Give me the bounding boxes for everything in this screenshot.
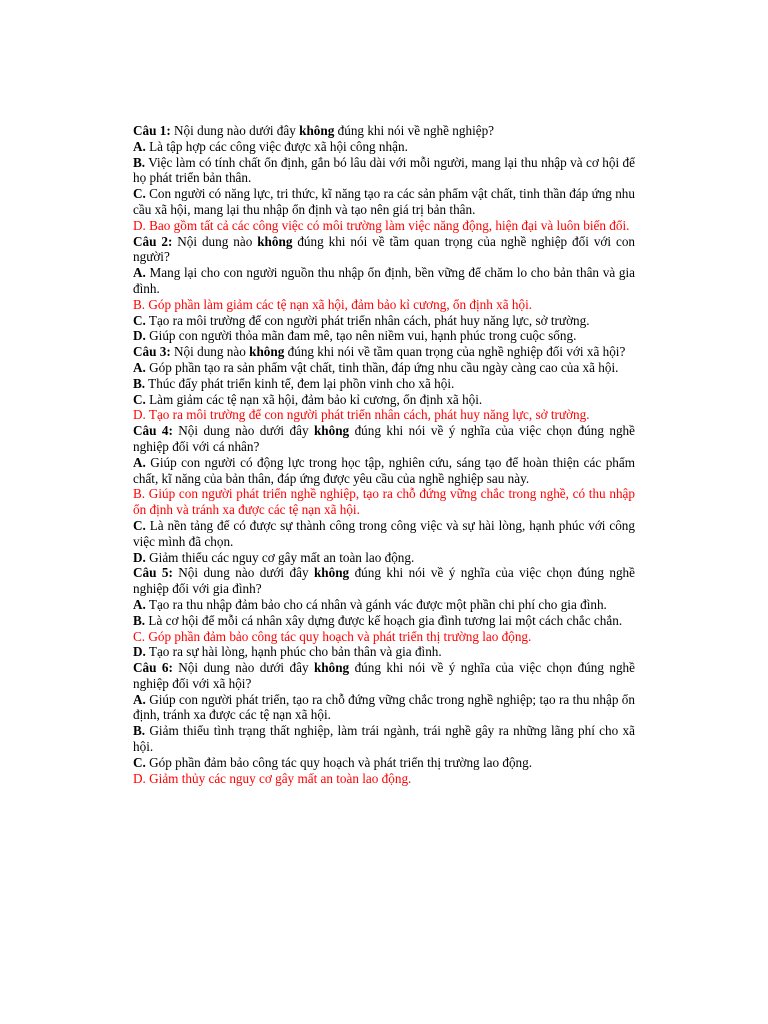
option-text: Mang lại cho con người nguồn thu nhập ổn định, bền vững để chăm lo cho bản thân và gia đình. — [133, 265, 635, 296]
question-stem — [133, 423, 635, 455]
question-text: đúng khi nói về ý nghĩa của việc chọn đúng nghề nghiệp đối với xã hội? — [133, 660, 636, 691]
option-letter: D. — [133, 644, 146, 660]
question-text: đúng khi nói về tầm quan trọng của nghề nghiệp đối với con người? — [133, 233, 636, 265]
option-text: Giảm thiểu các nguy cơ gây mất an toàn lao động. — [145, 549, 415, 565]
answer-option-correct — [133, 297, 635, 313]
option-letter: C. — [133, 628, 146, 644]
question-number: Câu 2: — [133, 233, 173, 249]
option-letter: C. — [133, 517, 146, 533]
question-stem — [133, 565, 635, 597]
answer-option — [133, 155, 635, 187]
question-block — [133, 660, 635, 786]
answer-option — [133, 392, 635, 408]
option-text: Là tập hợp các công việc được xã hội công nhận. — [145, 138, 408, 154]
question-number: Câu 6: — [133, 660, 173, 676]
answer-option — [133, 723, 635, 755]
answer-option — [133, 755, 635, 771]
question-block — [133, 344, 635, 423]
answer-option — [133, 455, 635, 487]
question-text: đúng khi nói về nghề nghiệp? — [334, 123, 495, 138]
question-text: Nội dung nào — [172, 233, 258, 249]
question-number: Câu 5: — [133, 565, 173, 581]
option-text: Tạo ra môi trường để con người phát triển nhân cách, phát huy năng lực, sở trường. — [145, 312, 590, 328]
option-letter: B. — [133, 723, 146, 739]
option-text: Là cơ hội để mỗi cá nhân xây dựng được kế hoạch gia đình tương lai một cách chắc chắn. — [145, 612, 623, 628]
answer-option — [133, 313, 635, 329]
question-stem — [133, 234, 635, 266]
option-text: Bao gồm tất cả các công việc có môi trường làm việc năng động, hiện đại và luôn biến đổi. — [145, 217, 630, 233]
option-text: Là nền tảng để có được sự thành công trong công việc và sự hài lòng, hạnh phúc với công việc mình đã chọn. — [133, 517, 635, 549]
option-text: Góp phần tạo ra sản phẩm vật chất, tinh thần, đáp ứng nhu cầu ngày càng cao của xã hội. — [145, 359, 619, 375]
option-text: Góp phần đảm bảo công tác quy hoạch và phát triển thị trường lao động. — [145, 628, 532, 644]
option-text: Con người có năng lực, tri thức, kĩ năng tạo ra các sản phẩm vật chất, tinh thần đáp ứng nhu cầu xã hội, mang lại thu nhập ổn định và tạo nên giá trị bản thân. — [133, 186, 635, 217]
question-text: Nội dung nào dưới đây — [172, 660, 314, 676]
answer-option — [133, 328, 635, 344]
answer-option — [133, 265, 635, 297]
option-letter: A. — [133, 265, 146, 281]
option-letter: D. — [133, 328, 146, 344]
option-text: Giảm thiểu tình trạng thất nghiệp, làm trái ngành, trái nghề gây ra những lãng phí cho xã hội. — [133, 723, 635, 755]
answer-option — [133, 644, 635, 660]
answer-option — [133, 597, 635, 613]
question-keyword: không — [313, 660, 350, 676]
option-text: Giúp con người phát triển, tạo ra chỗ đứng vững chắc trong nghề nghiệp; tạo ra thu nhập ổn định, tránh xa được các tệ nạn xã hội. — [133, 691, 635, 723]
question-number: Câu 1: — [133, 123, 171, 138]
option-letter: D. — [133, 770, 146, 786]
question-keyword: không — [299, 123, 335, 138]
question-block — [133, 423, 635, 565]
option-letter: C. — [133, 391, 146, 407]
option-letter: C. — [133, 754, 146, 770]
option-letter: B. — [133, 296, 146, 312]
answer-option-correct — [133, 218, 635, 234]
question-text: đúng khi nói về tầm quan trọng của nghề nghiệp đối với xã hội? — [284, 344, 626, 360]
option-letter: C. — [133, 312, 146, 328]
document-page — [133, 123, 635, 786]
answer-option-correct — [133, 486, 635, 518]
option-letter: A. — [133, 596, 146, 612]
question-block — [133, 123, 635, 234]
question-text: Nội dung nào dưới đây — [172, 565, 314, 581]
question-number: Câu 4: — [133, 423, 173, 439]
option-letter: D. — [133, 407, 146, 423]
question-keyword: không — [313, 565, 350, 581]
option-letter: A. — [133, 359, 146, 375]
question-text: đúng khi nói về ý nghĩa của việc chọn đúng nghề nghiệp đối với cá nhân? — [133, 423, 636, 454]
option-text: Tạo ra môi trường để con người phát triển nhân cách, phát huy năng lực, sở trường. — [145, 407, 590, 423]
question-text: đúng khi nói về ý nghĩa của việc chọn đúng nghề nghiệp đối với gia đình? — [133, 565, 636, 597]
option-letter: B. — [133, 612, 146, 628]
question-keyword: không — [313, 423, 350, 439]
question-text: Nội dung nào dưới đây — [172, 423, 314, 439]
option-letter: C. — [133, 186, 146, 202]
answer-option — [133, 376, 635, 392]
question-text: Nội dung nào — [170, 344, 250, 360]
answer-option — [133, 139, 635, 155]
question-stem — [133, 660, 635, 692]
question-stem — [133, 123, 635, 139]
option-text: Làm giảm các tệ nạn xã hội, đảm bảo kỉ cương, ổn định xã hội. — [145, 391, 483, 407]
answer-option — [133, 550, 635, 566]
question-stem — [133, 344, 635, 360]
option-letter: A. — [133, 691, 146, 707]
question-number: Câu 3: — [133, 344, 171, 360]
option-letter: D. — [133, 549, 146, 565]
question-keyword: không — [257, 233, 293, 249]
option-letter: A. — [133, 454, 146, 470]
option-text: Tạo ra sự hài lòng, hạnh phúc cho bản thân và gia đình. — [145, 644, 442, 660]
answer-option-correct — [133, 629, 635, 645]
answer-option-correct — [133, 771, 635, 787]
option-letter: B. — [133, 154, 146, 170]
option-text: Giảm thủy các nguy cơ gây mất an toàn lao động. — [145, 770, 412, 786]
option-letter: A. — [133, 138, 146, 154]
question-keyword: không — [249, 344, 285, 360]
question-block — [133, 234, 635, 345]
option-text: Giúp con người phát triển nghề nghiệp, tạo ra chỗ đứng vững chắc trong nghề, có thu nhập ổn định và tránh xa được các tệ nạn xã hội. — [133, 486, 635, 518]
option-text: Góp phần đảm bảo công tác quy hoạch và phát triển thị trường lao động. — [145, 754, 533, 770]
option-text: Thúc đẩy phát triển kinh tế, đem lại phồn vinh cho xã hội. — [145, 375, 455, 391]
option-letter: B. — [133, 375, 146, 391]
option-letter: D. — [133, 217, 146, 233]
option-text: Góp phần làm giảm các tệ nạn xã hội, đảm bảo kỉ cương, ổn định xã hội. — [145, 296, 533, 312]
option-text: Giúp con người có động lực trong học tập, nghiên cứu, sáng tạo để hoàn thiện các phẩm chất, kĩ năng của bản thân, đáp ứng được yêu cầu của nghề nghiệp sau này. — [133, 454, 635, 486]
option-letter: B. — [133, 486, 146, 502]
answer-option — [133, 518, 635, 550]
option-text: Việc làm có tính chất ổn định, gắn bó lâu dài với mỗi người, mang lại thu nhập và cơ hội để họ phát triển bản thân. — [133, 154, 635, 186]
answer-option — [133, 186, 635, 218]
option-text: Giúp con người thỏa mãn đam mê, tạo nên niềm vui, hạnh phúc trong cuộc sống. — [145, 328, 577, 344]
answer-option — [133, 613, 635, 629]
question-block — [133, 565, 635, 660]
answer-option — [133, 360, 635, 376]
question-text: Nội dung nào dưới đây — [170, 123, 300, 138]
option-text: Tạo ra thu nhập đảm bảo cho cá nhân và gánh vác được một phần chi phí cho gia đình. — [145, 596, 607, 612]
answer-option-correct — [133, 407, 635, 423]
answer-option — [133, 692, 635, 724]
